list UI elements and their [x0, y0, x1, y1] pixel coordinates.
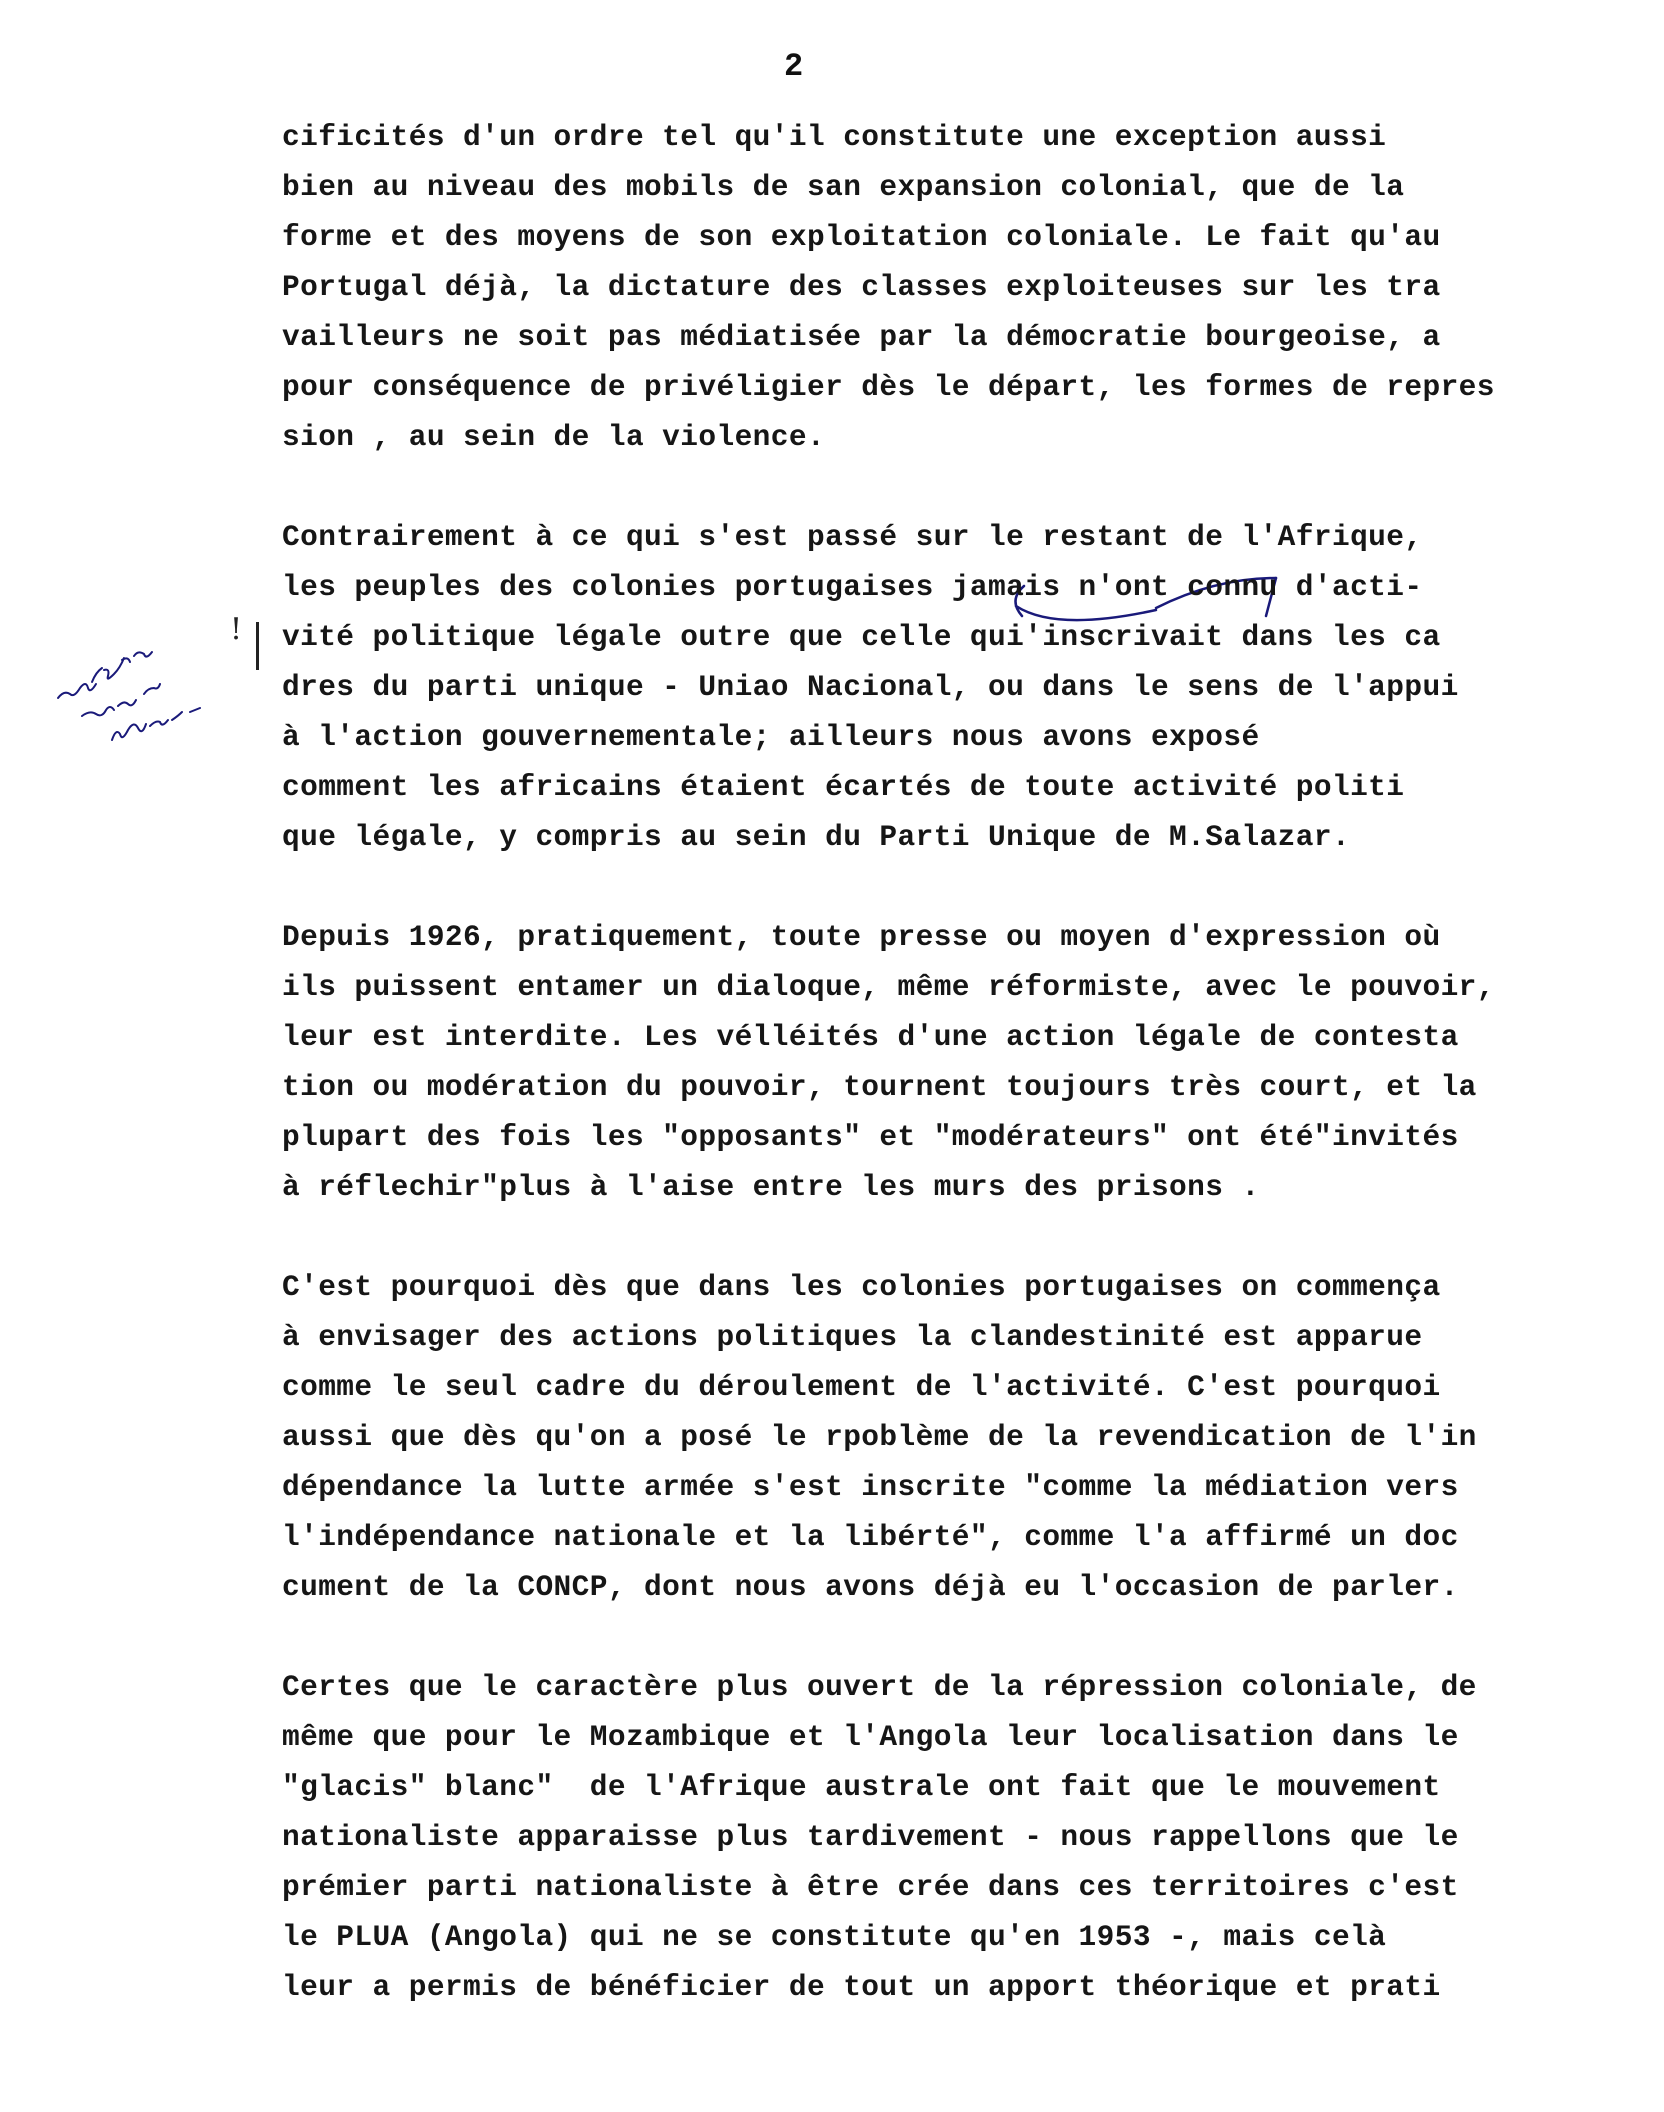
- paragraph: [282, 912, 1622, 1212]
- text-line: leur a permis de bénéficier de tout un apport théorique et prati: [282, 1970, 1441, 2004]
- text-line: aussi que dès qu'on a posé le rpoblème de la revendication de l'in: [282, 1420, 1477, 1454]
- text-line: comment les africains étaient écartés de toute activité politi: [282, 770, 1405, 804]
- text-line: prémier parti nationaliste à être crée dans ces territoires c'est: [282, 1870, 1459, 1904]
- text-line: à envisager des actions politiques la clandestinité est apparue: [282, 1320, 1423, 1354]
- text-line: leur est interdite. Les vélléités d'une action légale de contesta: [282, 1020, 1459, 1054]
- text-line: Certes que le caractère plus ouvert de la répression coloniale, de: [282, 1670, 1477, 1704]
- text-line: dres du parti unique - Uniao Nacional, ou dans le sens de l'appui: [282, 670, 1459, 704]
- text-line: pour conséquence de privéligier dès le départ, les formes de repres: [282, 370, 1495, 404]
- text-line: sion , au sein de la violence.: [282, 420, 826, 454]
- text-line: à l'action gouvernementale; ailleurs nous avons exposé: [282, 720, 1260, 754]
- text-line: même que pour le Mozambique et l'Angola leur localisation dans le: [282, 1720, 1459, 1754]
- paragraph: [282, 512, 1622, 862]
- text-line: cument de la CONCP, dont nous avons déjà eu l'occasion de parler.: [282, 1570, 1459, 1604]
- text-line: "glacis" blanc" de l'Afrique australe ont fait que le mouvement: [282, 1770, 1441, 1804]
- text-line: ils puissent entamer un dialoque, même réformiste, avec le pouvoir,: [282, 970, 1495, 1004]
- paragraph: [282, 1662, 1622, 2012]
- text-line: que légale, y compris au sein du Parti Unique de M.Salazar.: [282, 820, 1351, 854]
- paragraph: [282, 112, 1622, 462]
- text-line: cificités d'un ordre tel qu'il constitute une exception aussi: [282, 120, 1387, 154]
- margin-vertical-bar: [256, 622, 259, 670]
- document-body: [282, 112, 1622, 2062]
- text-line: les peuples des colonies portugaises jamais n'ont connu d'acti-: [282, 570, 1423, 604]
- text-line: Depuis 1926, pratiquement, toute presse ou moyen d'expression où: [282, 920, 1441, 954]
- text-line: dépendance la lutte armée s'est inscrite "comme la médiation vers: [282, 1470, 1459, 1504]
- text-line: vailleurs ne soit pas médiatisée par la démocratie bourgeoise, a: [282, 320, 1441, 354]
- paragraph: [282, 1262, 1622, 1612]
- text-line: l'indépendance nationale et la libérté", comme l'a affirmé un doc: [282, 1520, 1459, 1554]
- text-line: tion ou modération du pouvoir, tournent toujours très court, et la: [282, 1070, 1477, 1104]
- margin-exclamation-mark: !: [230, 612, 243, 647]
- text-line: forme et des moyens de son exploitation coloniale. Le fait qu'au: [282, 220, 1441, 254]
- text-line: plupart des fois les "opposants" et "modérateurs" ont été"invités: [282, 1120, 1459, 1154]
- text-line: C'est pourquoi dès que dans les colonies portugaises on commença: [282, 1270, 1441, 1304]
- handwritten-margin-note: [52, 620, 222, 750]
- text-line: le PLUA (Angola) qui ne se constitute qu'en 1953 -, mais celà: [282, 1920, 1387, 1954]
- text-line: nationaliste apparaisse plus tardivement - nous rappellons que le: [282, 1820, 1459, 1854]
- text-line: comme le seul cadre du déroulement de l'activité. C'est pourquoi: [282, 1370, 1441, 1404]
- text-line: bien au niveau des mobils de san expansion colonial, que de la: [282, 170, 1405, 204]
- page-number: 2: [784, 48, 804, 85]
- text-line: à réflechir"plus à l'aise entre les murs des prisons .: [282, 1170, 1260, 1204]
- text-line: Portugal déjà, la dictature des classes exploiteuses sur les tra: [282, 270, 1441, 304]
- text-line: Contrairement à ce qui s'est passé sur le restant de l'Afrique,: [282, 520, 1423, 554]
- text-line: vité politique légale outre que celle qui'inscrivait dans les ca: [282, 620, 1441, 654]
